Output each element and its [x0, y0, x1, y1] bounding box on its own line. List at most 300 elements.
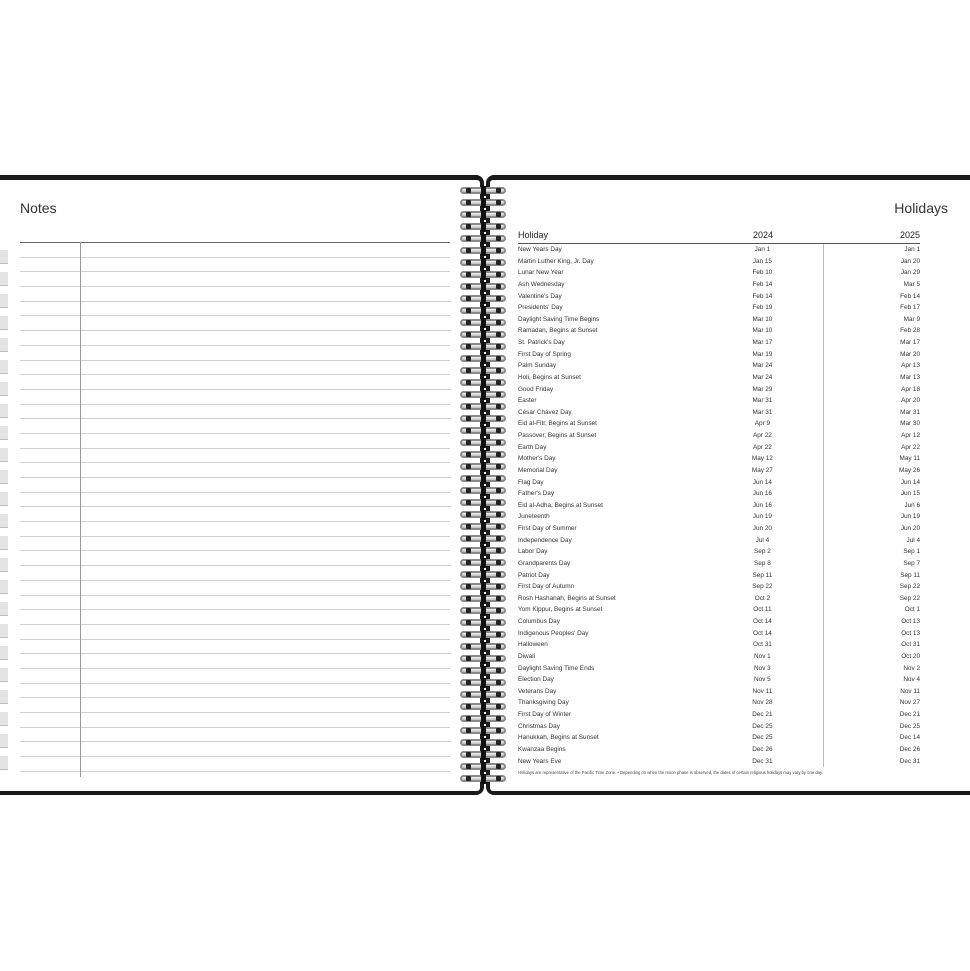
coil-spine	[481, 366, 486, 376]
punch-hole	[496, 608, 501, 613]
coil-spine	[481, 462, 486, 472]
spiral-coil	[458, 726, 508, 736]
punch-hole	[496, 476, 501, 481]
date-2025: Jun 14	[900, 478, 921, 486]
table-row	[518, 302, 920, 314]
holiday-name: First Day of Summer	[518, 525, 577, 532]
date-2025: Mar 20	[900, 350, 921, 358]
date-2025: Mar 17	[900, 339, 921, 346]
punch-hole	[466, 752, 471, 757]
holidays-table-header	[518, 229, 920, 244]
punch-hole	[466, 692, 471, 697]
punch-hole	[466, 212, 471, 217]
column-header-2025: 2025	[899, 230, 920, 240]
coil-spine	[481, 198, 486, 208]
spiral-coil	[458, 438, 508, 448]
spiral-coil	[458, 234, 508, 244]
table-row	[518, 407, 920, 419]
punch-hole	[466, 776, 471, 781]
coil-spine	[481, 534, 486, 544]
coil-spine	[481, 726, 486, 736]
note-line[interactable]	[20, 361, 450, 376]
date-2024: May 12	[702, 453, 825, 465]
holiday-name: Kwanzaa Begins	[518, 745, 566, 753]
note-line[interactable]	[20, 566, 450, 581]
spiral-coil	[458, 222, 508, 232]
table-row	[518, 418, 920, 430]
date-2024: Apr 22	[702, 430, 825, 442]
punch-hole	[466, 332, 471, 337]
spiral-coil	[458, 762, 508, 772]
punch-hole	[466, 440, 471, 445]
holiday-name: Eid al-Fitr, Begins at Sunset	[518, 420, 597, 428]
table-row	[518, 732, 920, 744]
spiral-coil	[458, 258, 508, 268]
date-2024: Oct 11	[702, 604, 825, 616]
holiday-name: Labor Day	[518, 548, 548, 556]
punch-hole	[466, 632, 471, 637]
note-line[interactable]	[20, 287, 450, 302]
side-tab	[0, 580, 8, 594]
date-2024: Apr 9	[702, 418, 825, 430]
date-2024: Feb 10	[702, 267, 825, 279]
date-2025: Mar 13	[900, 373, 921, 381]
date-2024: Jun 19	[702, 511, 825, 523]
note-line[interactable]	[20, 478, 450, 493]
punch-hole	[466, 308, 471, 313]
spiral-coil	[458, 750, 508, 760]
note-line[interactable]	[20, 728, 450, 743]
punch-hole	[496, 296, 501, 301]
date-2025: Dec 25	[899, 722, 921, 730]
coil-spine	[481, 606, 486, 616]
punch-hole	[466, 248, 471, 253]
coil-spine	[481, 546, 486, 556]
holiday-name: César Chávez Day	[518, 408, 572, 416]
coil-spine	[481, 486, 486, 496]
date-2024: Sep 2	[702, 546, 825, 558]
punch-hole	[466, 356, 471, 361]
punch-hole	[496, 560, 501, 565]
holiday-name: St. Patrick's Day	[518, 339, 565, 346]
table-row	[518, 442, 920, 454]
table-row	[518, 360, 920, 372]
punch-hole	[496, 512, 501, 517]
date-2024: Sep 11	[702, 570, 825, 582]
coil-spine	[481, 690, 486, 700]
side-tab	[0, 756, 8, 770]
coil-spine	[481, 654, 486, 664]
punch-hole	[466, 572, 471, 577]
date-2024: Dec 25	[702, 732, 825, 744]
side-tab	[0, 668, 8, 682]
punch-hole	[466, 284, 471, 289]
date-2025: Dec 14	[899, 734, 921, 742]
spiral-coil	[458, 186, 508, 196]
punch-hole	[496, 584, 501, 589]
punch-hole	[496, 284, 501, 289]
note-line[interactable]	[20, 522, 450, 537]
punch-hole	[466, 584, 471, 589]
punch-hole	[496, 356, 501, 361]
note-line[interactable]	[20, 405, 450, 420]
punch-hole	[496, 212, 501, 217]
holiday-name: Yom Kippur, Begins at Sunset	[518, 606, 603, 614]
date-2025: May 11	[899, 455, 921, 463]
date-2025: Oct 13	[901, 629, 921, 637]
spiral-coil	[458, 474, 508, 484]
side-tab	[0, 690, 8, 704]
coil-spine	[481, 270, 486, 280]
spiral-coil	[458, 702, 508, 712]
table-row	[518, 244, 920, 256]
holiday-name: Ramadan, Begins at Sunset	[518, 327, 598, 335]
side-tab	[0, 294, 8, 308]
holiday-name: New Years Eve	[518, 757, 562, 765]
punch-hole	[496, 200, 501, 205]
coil-spine	[481, 618, 486, 628]
note-line[interactable]	[20, 346, 450, 361]
spiral-coil	[458, 318, 508, 328]
punch-hole	[496, 668, 501, 673]
spiral-coil	[458, 606, 508, 616]
punch-hole	[496, 320, 501, 325]
note-line[interactable]	[20, 684, 450, 699]
punch-hole	[466, 404, 471, 409]
table-row	[518, 558, 920, 570]
notes-title: Notes	[20, 200, 57, 216]
date-2025: Jan 1	[904, 246, 921, 253]
punch-hole	[496, 428, 501, 433]
table-row	[518, 325, 920, 337]
note-line[interactable]	[20, 640, 450, 655]
date-2024: Sep 22	[702, 581, 825, 593]
side-tab	[0, 404, 8, 418]
spiral-coil	[458, 618, 508, 628]
punch-hole	[496, 488, 501, 493]
punch-hole	[466, 272, 471, 277]
side-tab	[0, 338, 8, 352]
table-row	[518, 430, 920, 442]
date-2025: Apr 20	[901, 397, 921, 405]
spiral-coil	[458, 342, 508, 352]
side-tab	[0, 558, 8, 572]
spiral-coil	[458, 498, 508, 508]
coil-spine	[481, 186, 486, 196]
punch-hole	[496, 728, 501, 733]
date-2024: Mar 29	[702, 384, 825, 396]
date-2024: Mar 19	[702, 349, 825, 361]
spiral-coil	[458, 354, 508, 364]
note-line[interactable]	[20, 375, 450, 390]
table-row	[518, 267, 920, 279]
table-row	[518, 570, 920, 582]
punch-hole	[496, 740, 501, 745]
note-line[interactable]	[20, 610, 450, 625]
note-line[interactable]	[20, 434, 450, 449]
holiday-name: Father's Day	[518, 490, 555, 498]
spiral-coil	[458, 630, 508, 640]
coil-spine	[481, 210, 486, 220]
date-2025: Sep 22	[899, 594, 921, 602]
table-row	[518, 535, 920, 547]
date-2025: Oct 13	[901, 618, 921, 625]
note-line[interactable]	[20, 493, 450, 508]
note-line[interactable]	[20, 449, 450, 464]
holiday-name: Election Day	[518, 676, 554, 684]
table-row	[518, 709, 920, 721]
date-2024: Mar 31	[702, 407, 825, 419]
punch-hole	[466, 524, 471, 529]
date-2024: Feb 19	[702, 302, 825, 314]
punch-hole	[496, 260, 501, 265]
note-line[interactable]	[20, 258, 450, 273]
note-line[interactable]	[20, 419, 450, 434]
punch-hole	[466, 644, 471, 649]
holiday-name: Valentine's Day	[518, 292, 562, 300]
note-line[interactable]	[20, 302, 450, 317]
date-2024: Dec 31	[702, 756, 825, 768]
table-row	[518, 744, 920, 756]
punch-hole	[496, 236, 501, 241]
table-row	[518, 651, 920, 663]
note-line[interactable]	[20, 537, 450, 552]
date-2024: Nov 1	[702, 651, 825, 663]
side-tab	[0, 316, 8, 330]
date-2025: Nov 2	[903, 664, 921, 672]
coil-spine	[481, 762, 486, 772]
spiral-coil	[458, 402, 508, 412]
table-row	[518, 756, 920, 768]
date-2025: Sep 11	[900, 571, 921, 579]
punch-hole	[496, 452, 501, 457]
spiral-coil	[458, 654, 508, 664]
side-tab	[0, 492, 8, 506]
coil-spine	[481, 354, 486, 364]
holidays-page	[490, 180, 970, 791]
punch-hole	[466, 728, 471, 733]
note-line[interactable]	[20, 757, 450, 772]
coil-spine	[481, 450, 486, 460]
punch-hole	[466, 488, 471, 493]
spiral-coil	[458, 366, 508, 376]
date-2024: Dec 21	[702, 709, 825, 721]
coil-spine	[481, 342, 486, 352]
table-row	[518, 511, 920, 523]
note-line[interactable]	[20, 713, 450, 728]
coil-spine	[481, 222, 486, 232]
date-2024: Nov 11	[702, 686, 825, 698]
note-line[interactable]	[20, 698, 450, 713]
punch-hole	[496, 656, 501, 661]
date-2025: Sep 22	[899, 583, 921, 591]
punch-hole	[466, 344, 471, 349]
holiday-name: Passover, Begins at Sunset	[518, 432, 597, 439]
note-line[interactable]	[20, 551, 450, 566]
date-2024: Dec 26	[702, 744, 825, 756]
holiday-name: Lunar New Year	[518, 269, 564, 277]
table-row	[518, 291, 920, 303]
punch-hole	[466, 416, 471, 421]
note-line[interactable]	[20, 507, 450, 522]
note-line[interactable]	[20, 390, 450, 405]
note-line[interactable]	[20, 669, 450, 684]
punch-hole	[496, 632, 501, 637]
date-2025: Dec 21	[899, 711, 921, 718]
punch-hole	[496, 764, 501, 769]
coil-spine	[481, 714, 486, 724]
punch-hole	[466, 224, 471, 229]
date-2024: Sep 8	[702, 558, 825, 570]
note-line[interactable]	[20, 654, 450, 669]
holiday-name: Columbus Day	[518, 618, 560, 625]
note-line[interactable]	[20, 331, 450, 346]
coil-spine	[481, 570, 486, 580]
holiday-name: Patriot Day	[518, 571, 550, 579]
date-2024: Dec 25	[702, 721, 825, 733]
note-line[interactable]	[20, 596, 450, 611]
spiral-coil	[458, 450, 508, 460]
punch-hole	[466, 608, 471, 613]
date-2024: Oct 2	[702, 593, 825, 605]
date-2025: Jun 20	[900, 525, 921, 532]
note-line[interactable]	[20, 463, 450, 478]
table-row	[518, 616, 920, 628]
date-2025: Feb 14	[900, 292, 921, 300]
column-header-holiday: Holiday	[518, 230, 549, 240]
holidays-table-body	[518, 244, 920, 767]
holiday-name: First Day of Autumn	[518, 583, 575, 591]
spiral-coil	[458, 414, 508, 424]
note-line[interactable]	[20, 625, 450, 640]
date-2025: Jan 20	[900, 257, 921, 265]
coil-spine	[481, 282, 486, 292]
column-header-2024: 2024	[752, 230, 774, 240]
punch-hole	[466, 656, 471, 661]
date-2024: Jun 14	[702, 477, 825, 489]
holiday-name: Good Friday	[518, 385, 554, 393]
punch-hole	[496, 500, 501, 505]
table-row	[518, 453, 920, 465]
side-tab	[0, 712, 8, 726]
punch-hole	[496, 752, 501, 757]
side-tab	[0, 360, 8, 374]
spiral-coil	[458, 738, 508, 748]
notes-page	[0, 180, 480, 791]
table-row	[518, 581, 920, 593]
spiral-coil	[458, 210, 508, 220]
notes-margin-rule	[80, 242, 81, 777]
date-2025: Jun 6	[904, 501, 921, 509]
holiday-name: Martin Luther King, Jr. Day	[518, 257, 594, 265]
date-2024: Mar 17	[702, 337, 825, 349]
holiday-name: Halloween	[518, 641, 548, 649]
holidays-footnote: Holidays are representative of the Pacific Time Zone. • Depending on when the moon phase is observed, the dates of certain religious holidays may vary by one day.	[518, 770, 823, 775]
holiday-name: Daylight Saving Time Ends	[518, 664, 595, 672]
date-2025: May 26	[899, 466, 921, 474]
holiday-name: Easter	[518, 397, 537, 405]
date-2025: Sep 7	[903, 559, 921, 567]
date-2025: Nov 27	[899, 699, 921, 707]
punch-hole	[496, 368, 501, 373]
date-2024: Mar 10	[702, 325, 825, 337]
punch-hole	[496, 380, 501, 385]
spiral-coil	[458, 678, 508, 688]
date-2025: Feb 17	[900, 304, 921, 312]
coil-spine	[481, 246, 486, 256]
spiral-coil	[458, 462, 508, 472]
punch-hole	[466, 260, 471, 265]
spiral-coil	[458, 390, 508, 400]
table-row	[518, 639, 920, 651]
table-row	[518, 546, 920, 558]
punch-hole	[466, 296, 471, 301]
punch-hole	[496, 680, 501, 685]
month-tabs	[0, 180, 10, 791]
note-line[interactable]	[20, 272, 450, 287]
note-line[interactable]	[20, 581, 450, 596]
coil-spine	[481, 294, 486, 304]
spiral-coil	[458, 246, 508, 256]
date-2025: Dec 31	[899, 757, 921, 765]
coil-spine	[481, 738, 486, 748]
note-line[interactable]	[20, 316, 450, 331]
coil-spine	[481, 774, 486, 784]
punch-hole	[466, 596, 471, 601]
punch-hole	[466, 320, 471, 325]
side-tab	[0, 624, 8, 638]
date-2024: Jan 15	[702, 256, 825, 268]
punch-hole	[466, 428, 471, 433]
punch-hole	[496, 416, 501, 421]
date-2025: Jun 15	[900, 490, 921, 498]
coil-spine	[481, 678, 486, 688]
punch-hole	[466, 464, 471, 469]
punch-hole	[466, 380, 471, 385]
date-2025: Jun 19	[900, 513, 921, 521]
side-tab	[0, 602, 8, 616]
date-2025: Mar 31	[900, 408, 921, 416]
spiral-coil	[458, 270, 508, 280]
holiday-name: Holi, Begins at Sunset	[518, 373, 581, 381]
table-row	[518, 628, 920, 640]
note-line[interactable]	[20, 742, 450, 757]
punch-hole	[466, 188, 471, 193]
coil-spine	[481, 498, 486, 508]
date-2024: Nov 5	[702, 674, 825, 686]
holiday-name: Indigenous Peoples' Day	[518, 629, 589, 637]
spiral-coil	[458, 426, 508, 436]
date-2025: Jan 29	[900, 269, 921, 277]
date-2025: Apr 18	[901, 385, 921, 393]
coil-spine	[481, 402, 486, 412]
notes-lines[interactable]	[20, 242, 450, 772]
punch-hole	[496, 620, 501, 625]
coil-spine	[481, 426, 486, 436]
table-row	[518, 593, 920, 605]
spiral-coil	[458, 558, 508, 568]
side-tab	[0, 646, 8, 660]
holiday-name: Daylight Saving Time Begins	[518, 315, 600, 323]
note-line[interactable]	[20, 243, 450, 258]
table-row	[518, 488, 920, 500]
punch-hole	[496, 440, 501, 445]
side-tab	[0, 272, 8, 286]
date-2025: Mar 30	[900, 420, 921, 428]
date-2024: Mar 31	[702, 395, 825, 407]
spiral-coil	[458, 306, 508, 316]
holiday-name: Earth Day	[518, 443, 547, 451]
